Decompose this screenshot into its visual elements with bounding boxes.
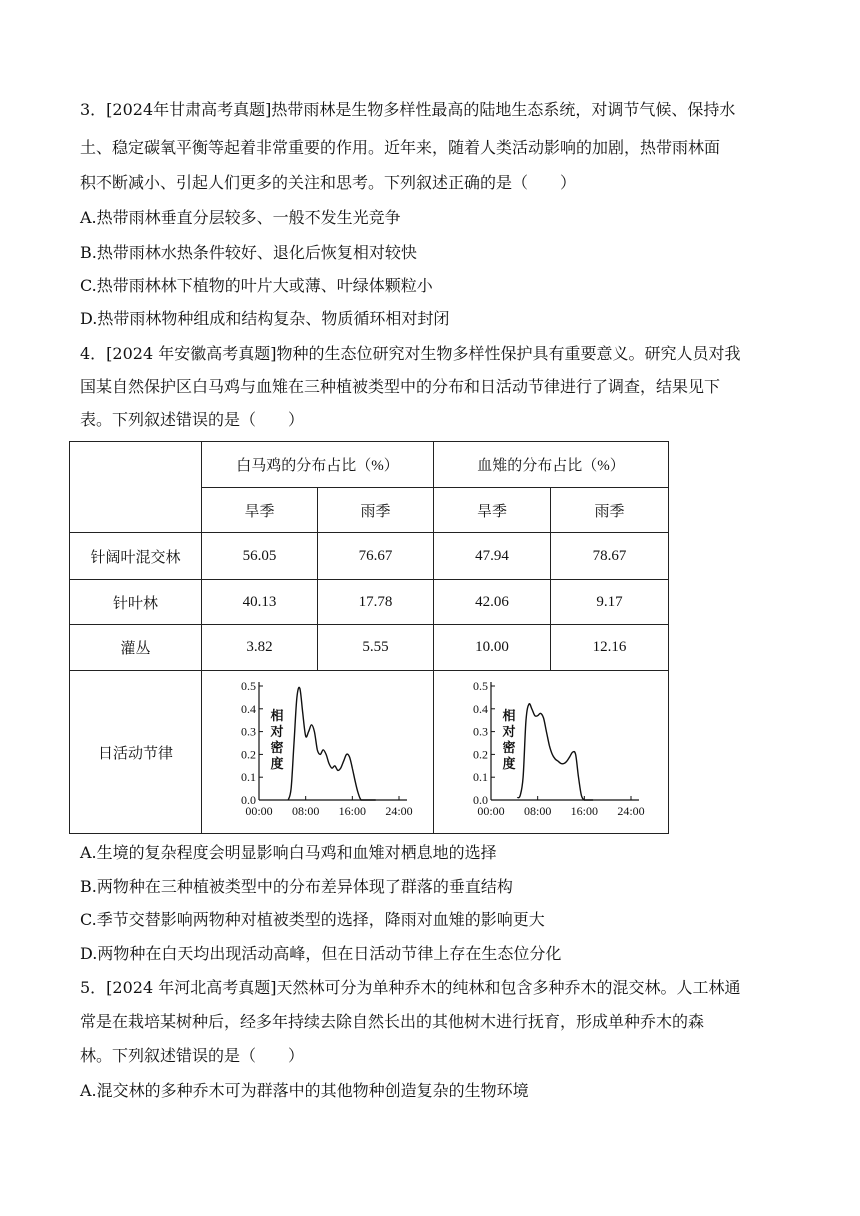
q4-line-3: 表。下列叙述错误的是（ ） <box>80 410 305 429</box>
x-tick-label: 08:00 <box>523 804 552 818</box>
row-label: 针叶林 <box>70 580 202 625</box>
y-tick-label: 0.1 <box>240 770 256 785</box>
cell-value: 47.94 <box>434 533 551 580</box>
q4-line-1: 4．[2024 年安徽高考真题]物种的生态位研究对生物多样性保护具有重要意义。研究人员对我 <box>80 344 741 363</box>
sub-header-dry-1: 旱季 <box>202 488 318 533</box>
table-corner-cell <box>70 442 202 533</box>
cell-value: 42.06 <box>434 580 551 625</box>
y-tick-label: 0.0 <box>240 793 256 807</box>
cell-value: 3.82 <box>202 625 318 671</box>
x-tick-label: 08:00 <box>291 804 319 818</box>
q4-line-2: 国某自然保护区白马鸡与血雉在三种植被类型中的分布和日活动节律进行了调查，结果见下 <box>80 377 721 396</box>
y-axis-label-char: 对 <box>502 725 516 740</box>
activity-chart-white-eared-pheasant <box>203 672 433 832</box>
y-tick-label: 0.4 <box>240 701 256 716</box>
y-axis-label-char: 相 <box>269 709 284 724</box>
table-row <box>70 580 669 625</box>
activity-row <box>70 671 669 834</box>
x-tick-label: 24:00 <box>384 804 413 818</box>
y-tick-label: 0.2 <box>240 747 256 762</box>
series-line <box>517 704 593 800</box>
x-tick-label: 00:00 <box>477 804 505 818</box>
q5-line-3: 林。下列叙述错误的是（ ） <box>80 1046 305 1065</box>
y-axis-label-char: 密 <box>269 741 284 756</box>
group-header-blood-pheasant: 血雉的分布占比（%） <box>434 442 669 488</box>
y-tick-label: 0.1 <box>473 770 488 785</box>
group-header-white-eared-pheasant: 白马鸡的分布占比（%） <box>202 442 434 488</box>
cell-value: 56.05 <box>202 533 318 580</box>
cell-value: 10.00 <box>434 625 551 671</box>
q5-option-a: A.混交林的多种乔木可为群落中的其他物种创造复杂的生物环境 <box>80 1081 529 1100</box>
q4-option-c: C.季节交替影响两物种对植被类型的选择，降雨对血雉的影响更大 <box>80 910 545 929</box>
y-tick-label: 0.0 <box>473 793 488 807</box>
series-line <box>288 687 376 800</box>
y-axis-label-char: 相 <box>502 709 516 724</box>
y-tick-label: 0.2 <box>473 747 488 762</box>
sub-header-rainy-1: 雨季 <box>318 488 434 533</box>
q3-line-2: 土、稳定碳氧平衡等起着非常重要的作用。近年来，随着人类活动影响的加剧，热带雨林面 <box>80 138 721 157</box>
q5-line-2: 常是在栽培某树种后，经多年持续去除自然长出的其他树木进行抚育，形成单种乔木的森 <box>80 1012 705 1031</box>
cell-value: 78.67 <box>551 533 669 580</box>
y-tick-label: 0.4 <box>473 701 488 716</box>
q3-option-b: B.热带雨林水热条件较好、退化后恢复相对较快 <box>80 243 417 262</box>
cell-value: 76.67 <box>318 533 434 580</box>
cell-value: 9.17 <box>551 580 669 625</box>
q3-option-d: D.热带雨林物种组成和结构复杂、物质循环相对封闭 <box>80 309 450 328</box>
q5-line-1: 5．[2024 年河北高考真题]天然林可分为单种乔木的纯林和包含多种乔木的混交林。人工林通 <box>80 978 741 997</box>
q3-line-3: 积不断减小、引起人们更多的关注和思考。下列叙述正确的是（ ） <box>80 173 577 192</box>
table-row <box>70 625 669 671</box>
y-axis-label-char: 密 <box>502 741 516 756</box>
x-tick-label: 24:00 <box>617 804 645 818</box>
y-tick-label: 0.5 <box>473 679 488 693</box>
q3-option-c: C.热带雨林林下植物的叶片大或薄、叶绿体颗粒小 <box>80 276 433 295</box>
sub-header-dry-2: 旱季 <box>434 488 551 533</box>
y-axis-label-char: 度 <box>502 757 516 772</box>
sub-header-rainy-2: 雨季 <box>551 488 669 533</box>
q4-option-d: D.两物种在白天均出现活动高峰，但在日活动节律上存在生态位分化 <box>80 944 562 963</box>
table-row <box>70 533 669 580</box>
y-axis-label-char: 度 <box>269 757 284 772</box>
cell-value: 40.13 <box>202 580 318 625</box>
distribution-table <box>69 441 669 834</box>
q4-option-a: A.生境的复杂程度会明显影响白马鸡和血雉对栖息地的选择 <box>80 843 497 862</box>
x-tick-label: 00:00 <box>244 804 273 818</box>
y-tick-label: 0.3 <box>240 724 256 739</box>
q3-option-a: A.热带雨林垂直分层较多、一般不发生光竞争 <box>80 208 401 227</box>
activity-chart-blood-pheasant <box>435 672 667 832</box>
y-tick-label: 0.3 <box>473 724 488 739</box>
row-label: 针阔叶混交林 <box>70 533 202 580</box>
x-tick-label: 16:00 <box>570 804 599 818</box>
row-label: 日活动节律 <box>70 671 202 834</box>
cell-value: 12.16 <box>551 625 669 671</box>
x-tick-label: 16:00 <box>338 804 366 818</box>
row-label: 灌丛 <box>70 625 202 671</box>
y-axis-label-char: 对 <box>269 725 284 740</box>
q4-option-b: B.两物种在三种植被类型中的分布差异体现了群落的垂直结构 <box>80 877 513 896</box>
chart-cell-blood-pheasant <box>434 671 669 834</box>
cell-value: 5.55 <box>318 625 434 671</box>
cell-value: 17.78 <box>318 580 434 625</box>
chart-cell-white-eared-pheasant <box>202 671 434 834</box>
y-tick-label: 0.5 <box>240 679 256 693</box>
q3-line-1: 3．[2024年甘肃高考真题]热带雨林是生物多样性最高的陆地生态系统，对调节气候、保持水 <box>80 100 736 119</box>
